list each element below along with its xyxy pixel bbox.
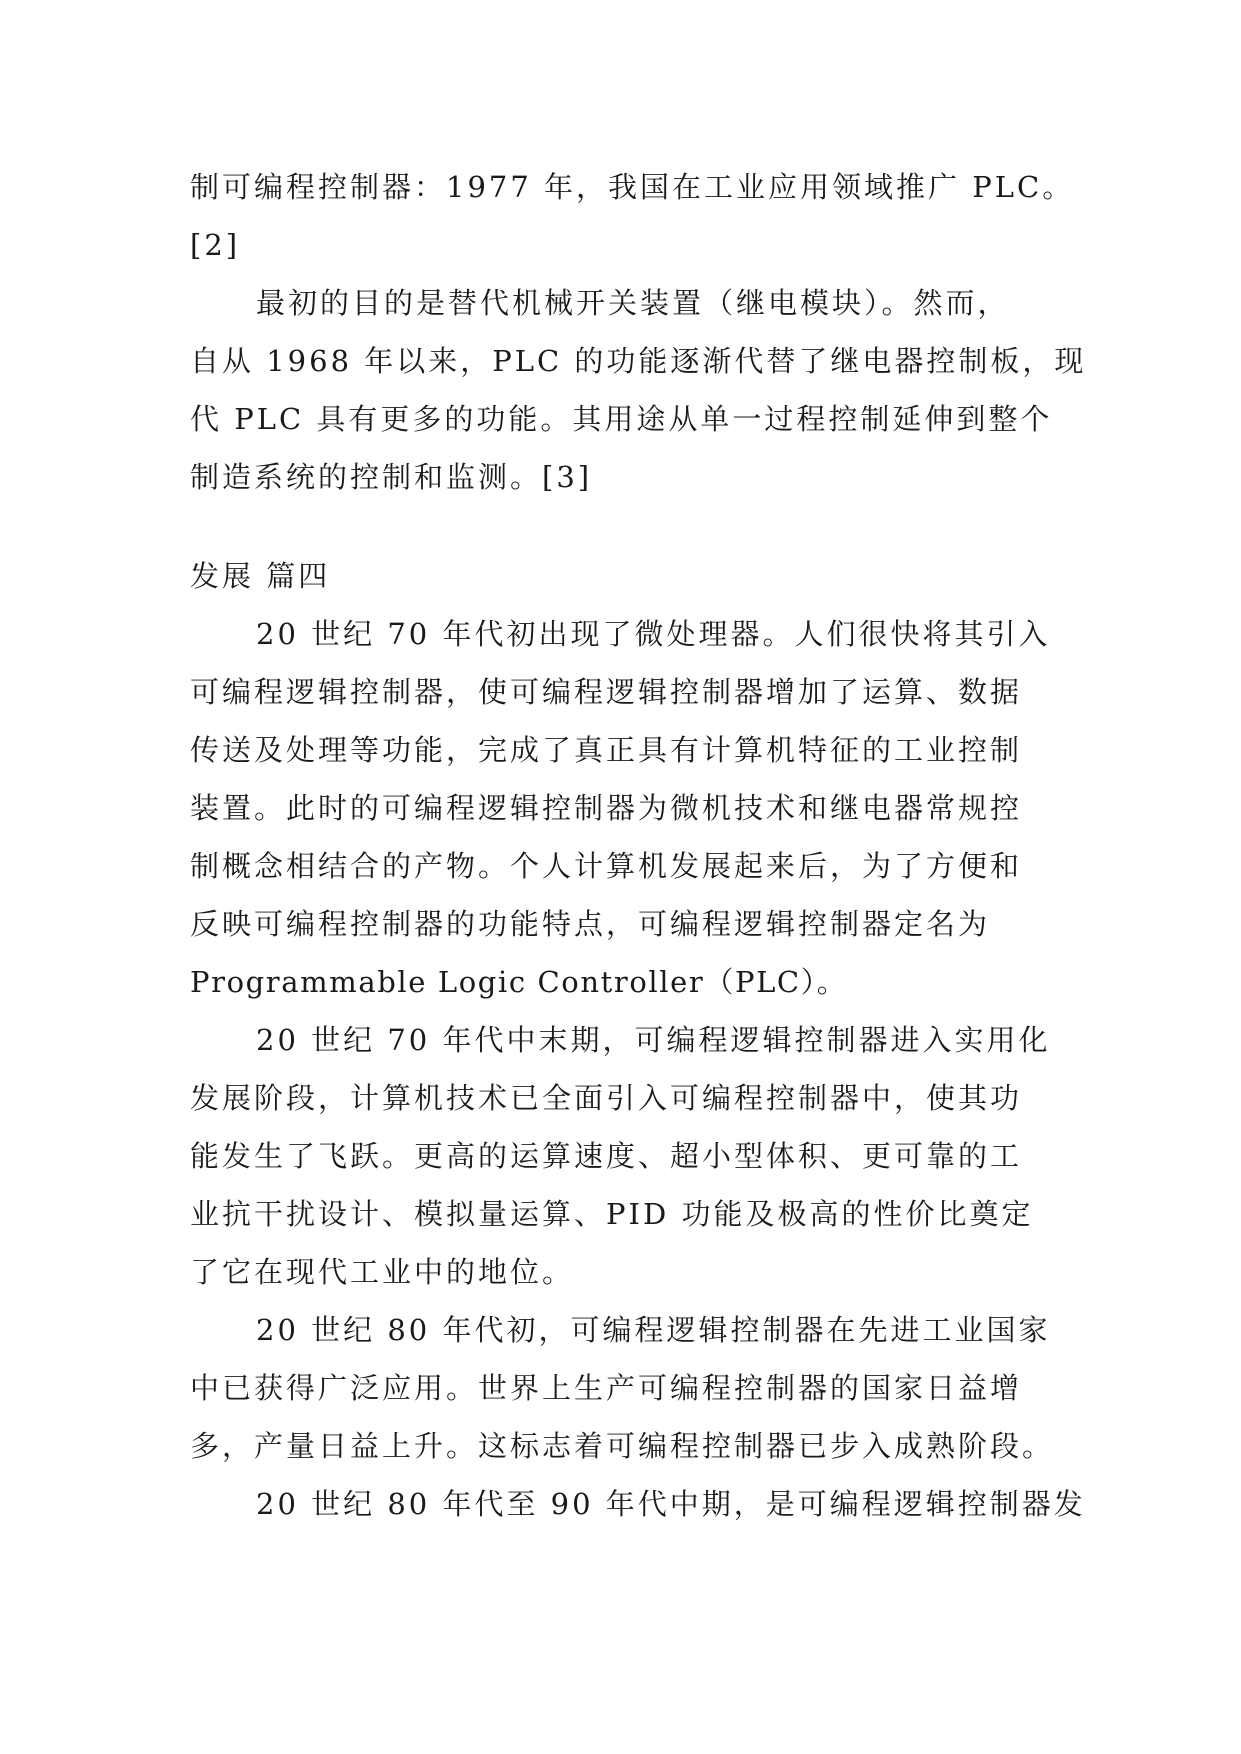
text-line: 传送及处理等功能，完成了真正具有计算机特征的工业控制 — [190, 733, 1023, 767]
text-line: 制造系统的控制和监测。[3] — [190, 460, 593, 494]
text-line: 能发生了飞跃。更高的运算速度、超小型体积、更可靠的工 — [190, 1139, 1023, 1173]
text-line: 中已获得广泛应用。世界上生产可编程控制器的国家日益增 — [190, 1371, 1023, 1405]
paragraph-70s-early — [190, 605, 1050, 1011]
paragraph-origin — [190, 274, 1087, 506]
text-line: 反映可编程控制器的功能特点，可编程逻辑控制器定名为 — [190, 907, 991, 941]
text-line: Programmable Logic Controller（PLC）。 — [190, 965, 848, 999]
text-line: 了它在现代工业中的地位。 — [190, 1255, 575, 1289]
paragraph-70s-late — [190, 1011, 1050, 1301]
text-line: 20 世纪 70 年代中末期，可编程逻辑控制器进入实用化 — [256, 1023, 1051, 1057]
paragraph-continuation — [190, 158, 1075, 274]
text-line: 20 世纪 80 年代至 90 年代中期，是可编程逻辑控制器发 — [256, 1487, 1086, 1521]
paragraph-80s-early — [190, 1301, 1055, 1475]
text-line: 制概念相结合的产物。个人计算机发展起来后，为了方便和 — [190, 849, 1023, 883]
text-line: 最初的目的是替代机械开关装置（继电模块）。然而， — [256, 286, 1010, 320]
section-heading: 发展 篇四 — [190, 559, 331, 593]
text-line: 20 世纪 70 年代初出现了微处理器。人们很快将其引入 — [256, 617, 1051, 651]
text-line: 可编程逻辑控制器，使可编程逻辑控制器增加了运算、数据 — [190, 675, 1023, 709]
text-line: 20 世纪 80 年代初，可编程逻辑控制器在先进工业国家 — [256, 1313, 1051, 1347]
text-line: 多，产量日益上升。这标志着可编程控制器已步入成熟阶段。 — [190, 1429, 1055, 1463]
text-line: 发展阶段，计算机技术已全面引入可编程控制器中，使其功 — [190, 1081, 1023, 1115]
text-line: 自从 1968 年以来，PLC 的功能逐渐代替了继电器控制板，现 — [190, 344, 1087, 378]
text-line: 业抗干扰设计、模拟量运算、PID 功能及极高的性价比奠定 — [190, 1197, 1034, 1231]
citation-line: [2] — [190, 228, 241, 262]
document-page — [190, 158, 1087, 1533]
text-line: 代 PLC 具有更多的功能。其用途从单一过程控制延伸到整个 — [190, 402, 1053, 436]
text-line: 装置。此时的可编程逻辑控制器为微机技术和继电器常规控 — [190, 791, 1023, 825]
paragraph-80s-90s — [190, 1475, 1086, 1533]
text-line: 制可编程控制器：1977 年，我国在工业应用领域推广 PLC。 — [190, 170, 1075, 204]
